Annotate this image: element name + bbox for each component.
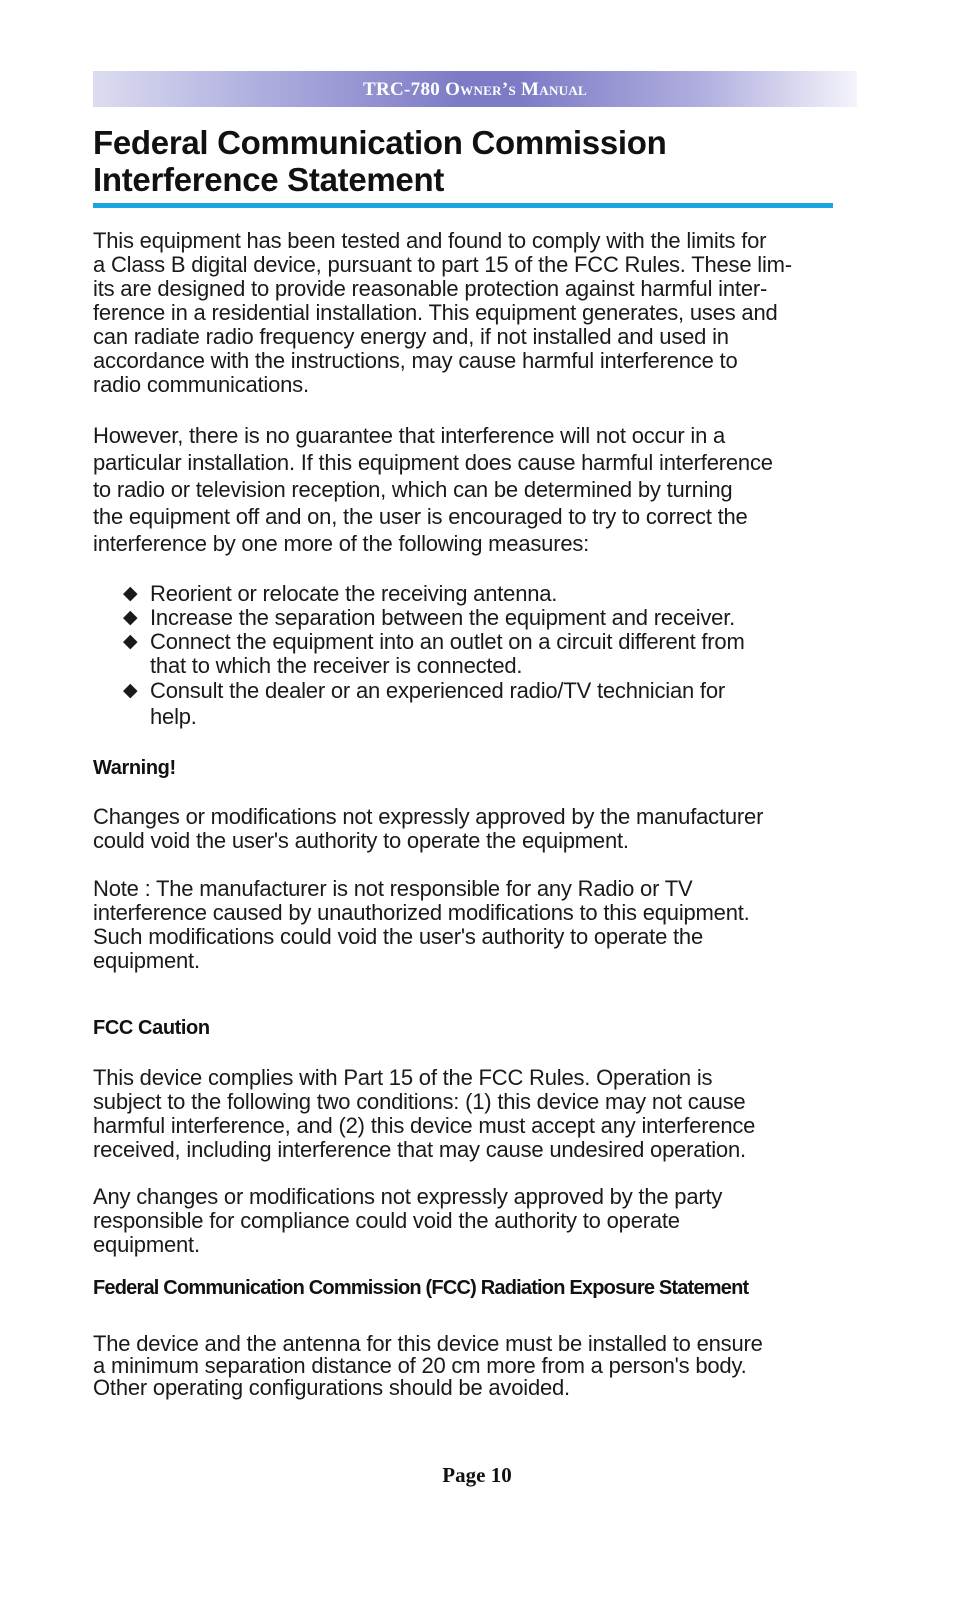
text-line: interference by one more of the following measures: (93, 531, 590, 556)
text-line: Note : The manufacturer is not responsible for any Radio or TV (93, 876, 693, 901)
text-line: radio communications. (93, 372, 309, 397)
list-item (123, 582, 843, 606)
text-line: particular installation. If this equipment does cause harmful interference (93, 450, 773, 475)
complies-paragraph (93, 1066, 843, 1162)
note-paragraph (93, 877, 843, 973)
text-line: a minimum separation distance of 20 cm more from a person's body. (93, 1353, 747, 1378)
party-changes-paragraph (93, 1185, 843, 1257)
text-line: The device and the antenna for this device must be installed to ensure (93, 1331, 763, 1356)
text-line: Consult the dealer or an experienced radio/TV technician for (150, 678, 726, 703)
radiation-heading: Federal Communication Commission (FCC) Radiation Exposure Statement (93, 1277, 749, 1299)
list-item (123, 630, 843, 678)
text-line: Reorient or relocate the receiving antenna. (150, 581, 558, 606)
intro-paragraph (93, 229, 843, 397)
diamond-bullet-icon: ◆ (123, 583, 138, 604)
text-line: responsible for compliance could void the authority to operate (93, 1208, 680, 1233)
text-line: However, there is no guarantee that interference will not occur in a (93, 423, 726, 448)
text-line: This equipment has been tested and found to comply with the limits for (93, 228, 767, 253)
however-paragraph (93, 422, 843, 557)
list-item (123, 678, 843, 730)
text-line: interference caused by unauthorized modifications to this equipment. (93, 900, 750, 925)
page-title (93, 124, 853, 198)
text-line: harmful interference, and (2) this device must accept any interference (93, 1113, 756, 1138)
text-line: the equipment off and on, the user is encouraged to try to correct the (93, 504, 748, 529)
text-line: This device complies with Part 15 of the FCC Rules. Operation is (93, 1065, 713, 1090)
text-line: accordance with the instructions, may cause harmful interference to (93, 348, 738, 373)
changes-paragraph (93, 805, 843, 853)
text-line: help. (150, 704, 197, 729)
list-item (123, 606, 843, 630)
warning-heading: Warning! (93, 757, 176, 779)
text-line: Any changes or modifications not expressly approved by the party (93, 1184, 723, 1209)
text-line: that to which the receiver is connected. (150, 653, 523, 678)
text-line: Other operating configurations should be avoided. (93, 1375, 570, 1400)
text-line: its are designed to provide reasonable protection against harmful inter- (93, 276, 768, 301)
measures-list (123, 582, 843, 730)
radiation-paragraph (93, 1333, 843, 1399)
text-line: can radiate radio frequency energy and, if not installed and used in (93, 324, 729, 349)
text-line: equipment. (93, 948, 200, 973)
text-line: to radio or television reception, which can be determined by turning (93, 477, 733, 502)
diamond-bullet-icon: ◆ (123, 680, 138, 701)
text-line: ference in a residential installation. This equipment generates, uses and (93, 300, 778, 325)
text-line: subject to the following two conditions: (1) this device may not cause (93, 1089, 746, 1114)
manual-title: TRC-780 Owner’s Manual (363, 79, 587, 100)
text-line: Increase the separation between the equipment and receiver. (150, 605, 736, 630)
page-title-line-2: Interference Statement (93, 161, 445, 198)
text-line: Such modifications could void the user's authority to operate the (93, 924, 704, 949)
fcc-caution-heading: FCC Caution (93, 1017, 210, 1039)
text-line: could void the user's authority to operate the equipment. (93, 828, 629, 853)
page-title-line-1: Federal Communication Commission (93, 124, 667, 161)
diamond-bullet-icon: ◆ (123, 631, 138, 652)
page-number: Page 10 (442, 1463, 512, 1487)
diamond-bullet-icon: ◆ (123, 607, 138, 628)
text-line: a Class B digital device, pursuant to part 15 of the FCC Rules. These lim- (93, 252, 792, 277)
text-line: Changes or modifications not expressly approved by the manufacturer (93, 804, 764, 829)
text-line: received, including interference that may cause undesired operation. (93, 1137, 746, 1162)
text-line: equipment. (93, 1232, 200, 1257)
text-line: Connect the equipment into an outlet on a circuit different from (150, 629, 745, 654)
title-rule (93, 203, 833, 208)
header-bar (93, 71, 857, 107)
